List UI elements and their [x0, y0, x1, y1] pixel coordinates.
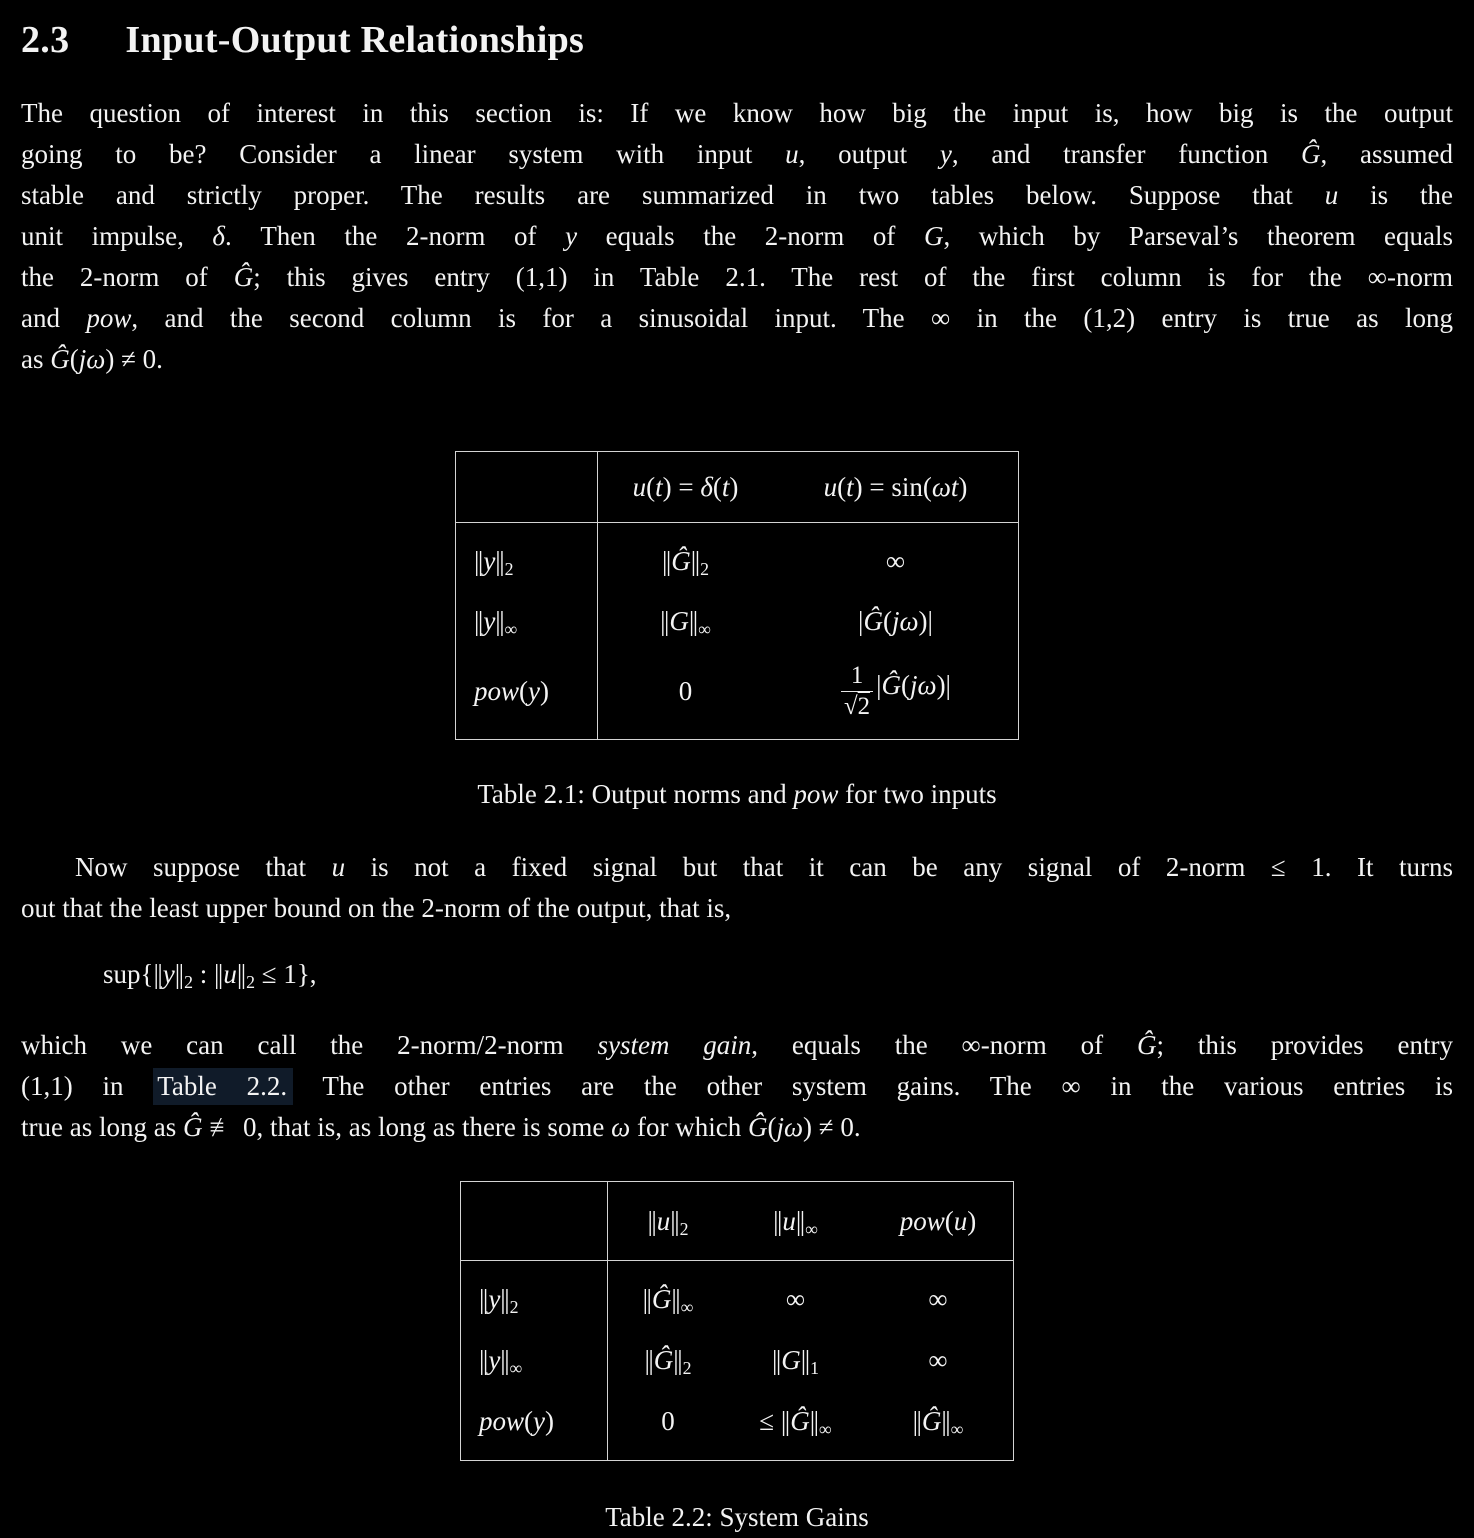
table-2-1-header-row — [456, 452, 1019, 523]
section-title: Input-Output Relationships — [125, 19, 585, 61]
table-cell: 0 — [661, 1406, 675, 1436]
text-line: unit impulse, δ. Then the 2-norm of y equals the 2-norm of G, which by Parseval’s theorem equals — [21, 221, 1454, 251]
equation-supremum: sup{||y||2 : ||u||2 ≤ 1}, — [103, 959, 317, 992]
text-line: out that the least upper bound on the 2-norm of the output, that is, — [21, 893, 732, 923]
row-label: ||y||∞ — [461, 1330, 608, 1391]
table-cell: 0 — [678, 675, 693, 706]
corner-cell — [461, 1182, 608, 1261]
table-2-2-link[interactable]: Table 2.2. — [153, 1068, 293, 1105]
table-row — [456, 591, 1019, 651]
text-line: (1,1) in Table 2.2. The other entries are the other system gains. The ∞ in the various entries is — [21, 1066, 1453, 1107]
column-header: u(t) = sin(ωt) — [773, 452, 1019, 523]
table-cell: ||Ĝ||∞ — [642, 1284, 694, 1317]
section-heading — [21, 18, 1453, 62]
column-header: u(t) = δ(t) — [598, 452, 774, 523]
corner-cell — [456, 452, 598, 523]
table-cell: ∞ — [928, 1345, 948, 1375]
table-cell: ||G||1 — [771, 1345, 820, 1378]
table-cell: ∞ — [785, 1284, 806, 1314]
table-row — [456, 523, 1019, 592]
text-line: stable and strictly proper. The results are summarized in two tables below. Suppose that u is the — [21, 180, 1453, 210]
paragraph-system-gain — [21, 1025, 1453, 1148]
table-2-1 — [21, 451, 1453, 740]
row-label: ||y||∞ — [456, 591, 598, 651]
table-2-2 — [21, 1181, 1453, 1461]
column-header: ||u||∞ — [728, 1182, 863, 1261]
table-cell: ||Ĝ||∞ — [912, 1406, 964, 1439]
table-cell: ≤ ||Ĝ||∞ — [759, 1406, 832, 1439]
row-label: ||y||2 — [461, 1261, 608, 1331]
text-line: and pow, and the second column is for a sinusoidal input. The ∞ in the (1,2) entry is true as long — [21, 303, 1454, 333]
text-line: the 2-norm of Ĝ; this gives entry (1,1) in Table 2.1. The rest of the first column is for the ∞-norm — [21, 262, 1453, 292]
section-number: 2.3 — [21, 19, 70, 61]
table-cell: |Ĝ(jω)| — [858, 605, 933, 636]
table-row — [461, 1261, 1014, 1331]
table-row — [461, 1330, 1014, 1391]
row-label: ||y||2 — [456, 523, 598, 592]
text-line: which we can call the 2-norm/2-norm system gain, equals the ∞-norm of Ĝ; this provides entry — [21, 1030, 1454, 1060]
text-line: Now suppose that u is not a fixed signal but that it can be any signal of 2-norm ≤ 1. It turns — [75, 852, 1454, 882]
table-2-2-caption: Table 2.2: System Gains — [605, 1502, 869, 1532]
fraction: $\frac{1}{√2}$ — [841, 661, 873, 721]
paragraph-now-suppose — [21, 847, 1453, 929]
table-2-2-header-row — [461, 1182, 1014, 1261]
table-row — [461, 1391, 1014, 1461]
column-header: pow(u) — [863, 1182, 1014, 1261]
table-2-1-caption: Table 2.1: Output norms and pow for two inputs — [477, 779, 997, 809]
table-cell: ∞ — [885, 545, 906, 576]
table-row — [456, 651, 1019, 740]
table-cell: ||Ĝ||2 — [644, 1345, 692, 1378]
text-line: as Ĝ(jω) ≠ 0. — [21, 344, 163, 374]
text-line: true as long as Ĝ ≢ 0, that is, as long as there is some ω for which Ĝ(jω) ≠ 0. — [21, 1112, 861, 1142]
row-label: pow(y) — [456, 651, 598, 740]
column-header: ||u||2 — [608, 1182, 729, 1261]
text-line: going to be? Consider a linear system with input u, output y, and transfer function Ĝ, assumed — [21, 139, 1453, 169]
table-cell: $\frac{1}{√2}$ |Ĝ(jω)| — [773, 651, 1019, 740]
paragraph-intro — [21, 93, 1453, 380]
row-label: pow(y) — [461, 1391, 608, 1461]
table-cell: ||G||∞ — [660, 605, 711, 639]
text-line: The question of interest in this section is: If we know how big the input is, how big is the output — [21, 98, 1453, 128]
table-cell: ||Ĝ||2 — [661, 545, 710, 579]
table-cell: ∞ — [928, 1284, 948, 1314]
